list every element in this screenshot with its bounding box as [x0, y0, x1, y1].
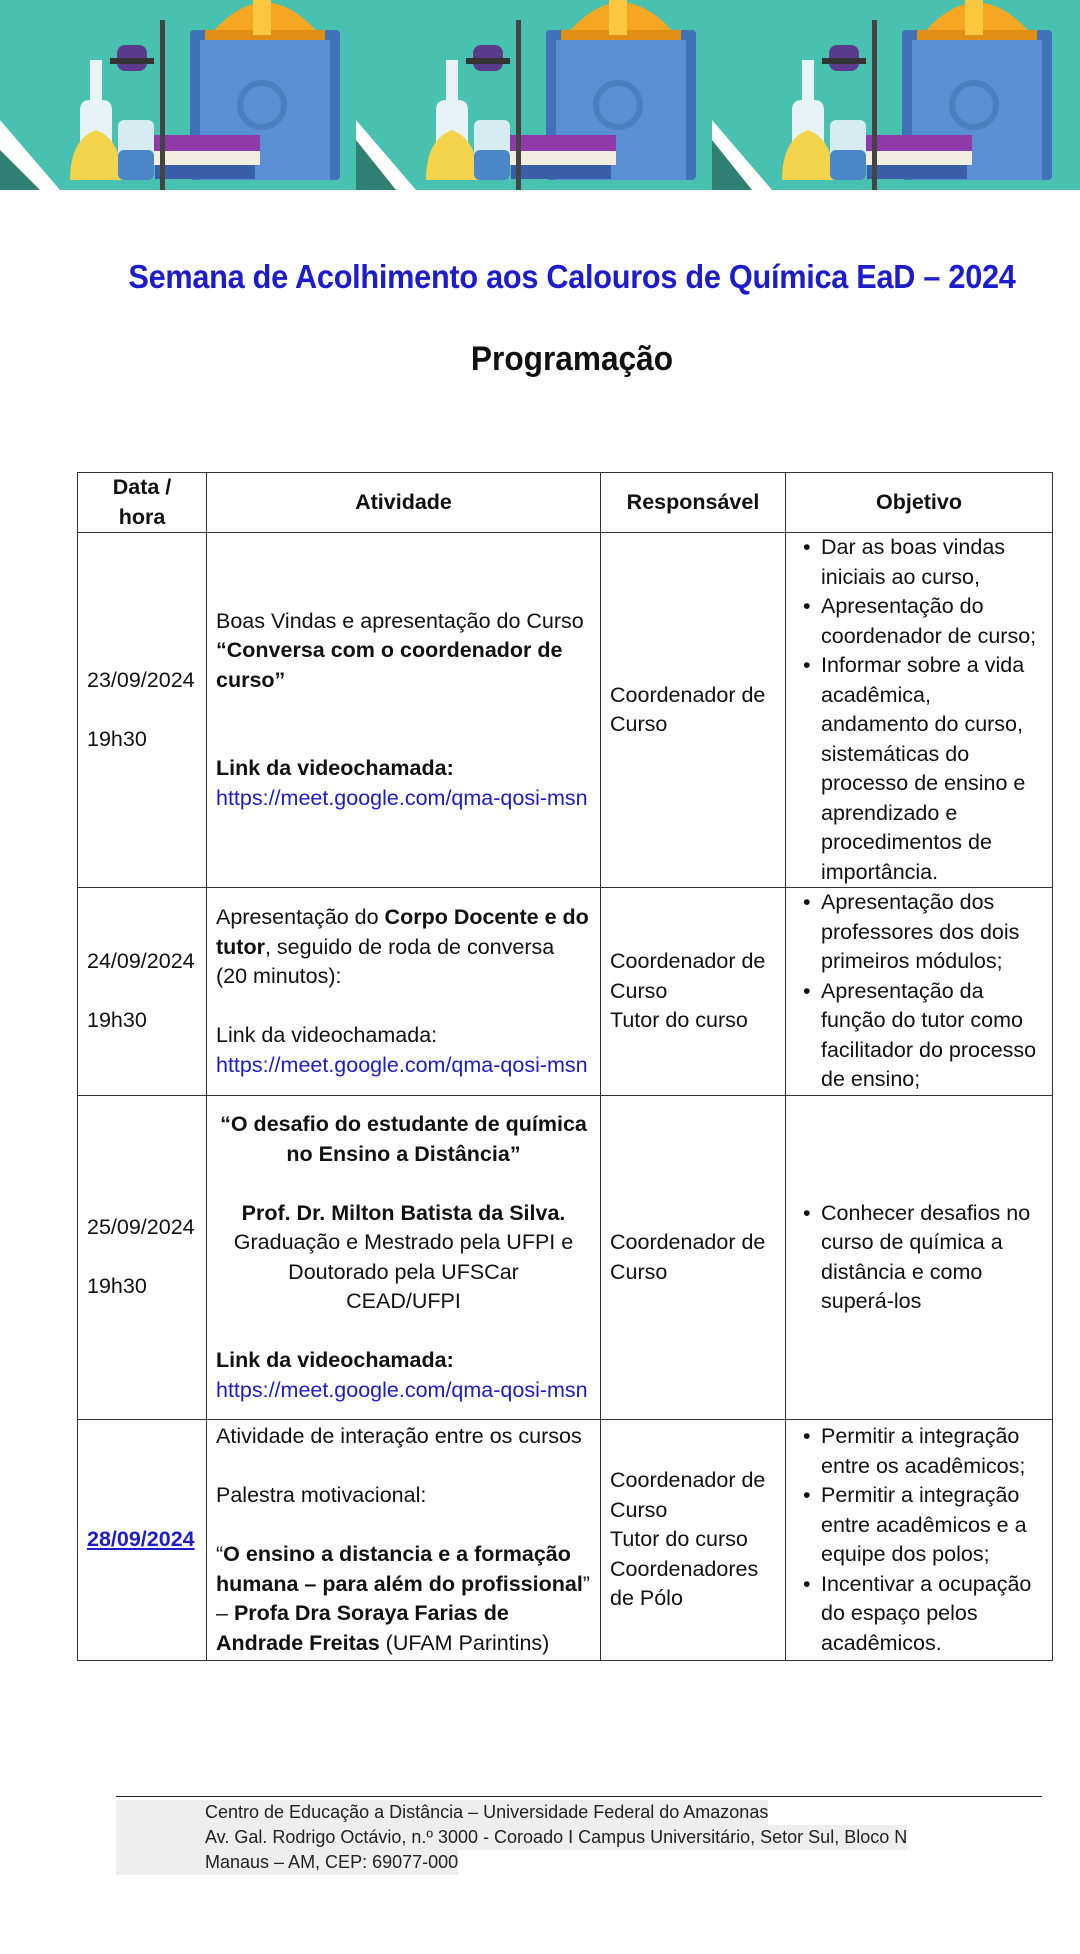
table-header-row	[78, 473, 1053, 533]
footer-city: Manaus – AM, CEP: 69077-000	[116, 1850, 458, 1875]
objective-item: • Apresentação da função do tutor como facilitador do processo de ensino;	[809, 977, 1043, 1095]
activity-cell	[207, 1420, 601, 1661]
speaker-affiliation: CEAD/UFPI	[346, 1289, 461, 1313]
objective-item: • Apresentação do coordenador de curso;	[809, 592, 1043, 651]
date-link[interactable]: 28/09/2024	[87, 1527, 195, 1552]
column-header-date: Data / hora	[78, 473, 207, 533]
schedule-table	[77, 472, 1053, 1661]
objective-item: • Conhecer desafios no curso de química a distância e como superá-los	[809, 1199, 1043, 1317]
objective-list	[795, 888, 1043, 1095]
meeting-link[interactable]: https://meet.google.com/qma-qosi-msn	[216, 785, 588, 810]
activity-description	[216, 903, 591, 992]
responsible-cell	[601, 1420, 786, 1661]
speaker-name: Prof. Dr. Milton Batista da Silva.	[241, 1200, 566, 1225]
meeting-link[interactable]: https://meet.google.com/qma-qosi-msn	[216, 1052, 588, 1077]
objective-item: • Dar as boas vindas iniciais ao curso,	[809, 533, 1043, 592]
speaker-bio: Doutorado pela UFSCar	[288, 1259, 519, 1284]
banner-illustration	[356, 0, 712, 190]
speaker-bio: Graduação e Mestrado pela UFPI e	[233, 1230, 574, 1254]
responsible-text: Coordenador de Curso	[610, 1468, 766, 1522]
date-cell	[78, 888, 207, 1096]
date-text: 23/09/2024	[87, 667, 195, 692]
date-text: 24/09/2024	[87, 949, 195, 974]
date-cell	[78, 533, 207, 888]
objective-list	[795, 1199, 1043, 1317]
activity-suffix: , seguido de roda de conversa (20 minutos):	[216, 934, 555, 988]
meeting-link[interactable]: https://meet.google.com/qma-qosi-msn	[216, 1377, 588, 1402]
banner-illustration	[0, 0, 356, 190]
objective-item: • Apresentação dos professores dos dois primeiros módulos;	[809, 888, 1043, 977]
objective-item: • Incentivar a ocupação do espaço pelos acadêmicos.	[809, 1570, 1043, 1659]
activity-line: Palestra motivacional:	[216, 1483, 427, 1507]
objective-cell	[786, 888, 1053, 1096]
activity-prefix: Apresentação do	[216, 905, 385, 929]
footer-institution: Centro de Educação a Distância – Universidade Federal do Amazonas	[116, 1800, 768, 1825]
time-text: 19h30	[87, 726, 147, 751]
activity-highlight: “Conversa com o coordenador de curso”	[216, 638, 563, 692]
date-cell	[78, 1420, 207, 1661]
responsible-cell	[601, 1096, 786, 1420]
column-header-objective: Objetivo	[786, 473, 1053, 533]
responsible-text: Tutor do curso	[610, 1527, 748, 1552]
footer	[116, 1800, 907, 1875]
table-row	[78, 888, 1053, 1096]
objective-item: • Permitir a integração entre acadêmicos e a equipe dos polos;	[809, 1481, 1043, 1570]
objective-cell	[786, 1096, 1053, 1420]
objective-list	[795, 1422, 1043, 1658]
column-header-activity: Atividade	[207, 473, 601, 533]
talk-title: O ensino a distancia e a formação humana – para além do profissional	[216, 1542, 583, 1596]
activity-bold: Corpo Docente e do tutor	[216, 905, 589, 959]
activity-cell	[207, 1096, 601, 1420]
footer-address: Av. Gal. Rodrigo Octávio, n.º 3000 - Coroado I Campus Universitário, Setor Sul, Bloco N	[116, 1825, 907, 1850]
responsible-cell	[601, 533, 786, 888]
table-row	[78, 1096, 1053, 1420]
objective-cell	[786, 1420, 1053, 1661]
link-label: Link da videochamada:	[216, 756, 454, 781]
link-label: Link da videochamada:	[216, 1348, 454, 1372]
talk-description	[216, 1540, 591, 1658]
date-text: 25/09/2024	[87, 1215, 195, 1240]
column-header-responsible: Responsável	[601, 473, 786, 533]
responsible-text: Coordenadores de Pólo	[610, 1556, 759, 1611]
table-row	[78, 1420, 1053, 1661]
objective-cell	[786, 533, 1053, 888]
responsible-text: Coordenador de Curso	[610, 682, 766, 736]
responsible-text: Coordenador de Curso	[610, 1230, 766, 1284]
activity-intro: Boas Vindas e apresentação do Curso	[216, 608, 584, 633]
document-subtitle: Programação	[470, 340, 674, 378]
time-text: 19h30	[87, 1274, 147, 1299]
talk-title: “O desafio do estudante de química no Ensino a Distância”	[220, 1112, 587, 1166]
document-title: Semana de Acolhimento aos Calouros de Química EaD – 2024	[128, 258, 1016, 295]
footer-divider	[116, 1796, 1042, 1797]
activity-cell	[207, 533, 601, 888]
responsible-cell	[601, 888, 786, 1096]
objective-item: • Permitir a integração entre os acadêmicos;	[809, 1422, 1043, 1481]
responsible-text: Tutor do curso	[610, 1008, 748, 1033]
header-banner	[0, 0, 1080, 190]
objective-item: • Informar sobre a vida acadêmica, andamento do curso, sistemáticas do processo de ensino e aprendizado e procedimentos de importância.	[809, 651, 1043, 887]
close-quote: ” –	[216, 1571, 590, 1625]
objective-list	[795, 533, 1043, 887]
speaker-affiliation: (UFAM Parintins)	[379, 1630, 550, 1655]
speaker-name: Profa Dra Soraya Farias de Andrade Freitas	[216, 1601, 509, 1655]
activity-cell	[207, 888, 601, 1096]
open-quote: “	[216, 1542, 224, 1566]
activity-line: Atividade de interação entre os cursos	[216, 1424, 582, 1448]
responsible-text: Coordenador de Curso	[610, 949, 766, 1003]
link-label: Link da videochamada:	[216, 1023, 438, 1047]
banner-illustration	[712, 0, 1080, 190]
time-text: 19h30	[87, 1008, 147, 1033]
date-cell	[78, 1096, 207, 1420]
table-row	[78, 533, 1053, 888]
